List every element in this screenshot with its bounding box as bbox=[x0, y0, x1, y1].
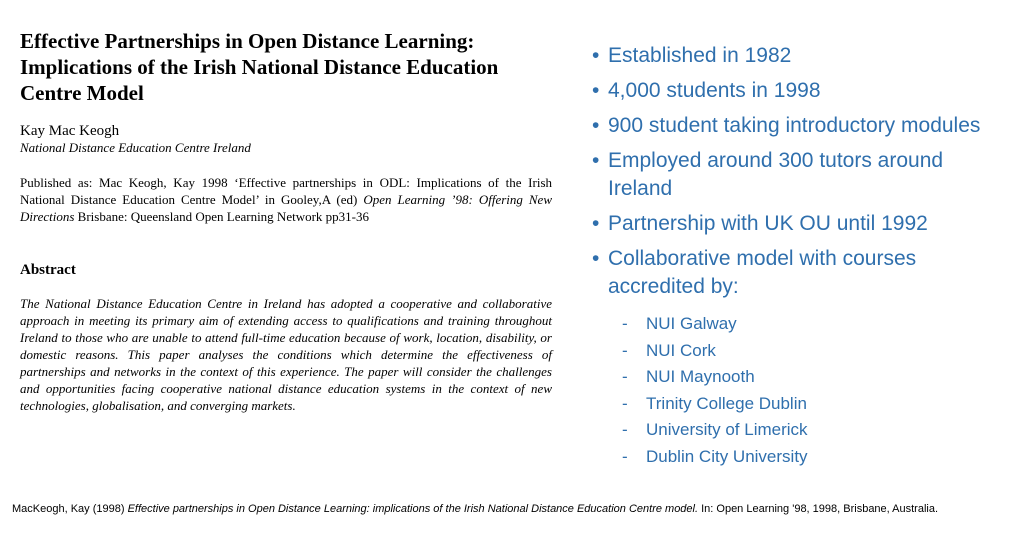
citation-title: Effective partnerships in Open Distance Learning: implications of the Irish National Distance Education Centre model. bbox=[127, 503, 699, 515]
published-book-title: Open Learning ’98: Offering New Directions bbox=[20, 192, 552, 224]
accrediting-body-item: - NUI Cork bbox=[622, 338, 1022, 365]
citation-footer bbox=[12, 503, 938, 515]
paper-excerpt bbox=[20, 28, 552, 414]
author-affiliation: National Distance Education Centre Ireland bbox=[20, 140, 251, 155]
fact-bullet: • 4,000 students in 1998 bbox=[592, 77, 1022, 105]
citation-prefix: MacKeogh, Kay (1998) bbox=[12, 503, 128, 515]
accrediting-body-item: - Trinity College Dublin bbox=[622, 391, 1022, 418]
fact-bullet: • Partnership with UK OU until 1992 bbox=[592, 210, 1022, 238]
fact-bullet: • 900 student taking introductory modules bbox=[592, 112, 1022, 140]
accrediting-bodies-list bbox=[592, 311, 1022, 470]
fact-bullet: • Established in 1982 bbox=[592, 42, 1022, 70]
accrediting-body-item: - Dublin City University bbox=[622, 444, 1022, 471]
published-prefix: Published as: Mac Keogh, Kay 1998 ‘Effective partnerships in ODL: Implications of the Irish National Distance Education Centre Model’ in Gooley,A (ed) bbox=[20, 175, 552, 207]
author-name: Kay Mac Keogh bbox=[20, 123, 120, 139]
paper-title: Effective Partnerships in Open Distance Learning: Implications of the Irish National Distance Education Centre Model bbox=[20, 29, 499, 105]
abstract-text: The National Distance Education Centre in Ireland has adopted a cooperative and collaborative approach in meeting its primary aim of extending access to qualifications and training throughout Ireland to those who are unable to attend full-time education because of work, location, disability, or domestic reasons. This paper analyses the conditions which determine the effectiveness of partnerships and networks in the context of this experience. The paper will consider the challenges and opportunities facing cooperative national distance education systems in the context of new technologies, globalisation, and converging markets. bbox=[20, 296, 552, 413]
published-suffix: Brisbane: Queensland Open Learning Network pp31-36 bbox=[74, 209, 369, 224]
fact-bullet: • Employed around 300 tutors around Ireland bbox=[592, 147, 978, 203]
accrediting-body-item: - NUI Galway bbox=[622, 311, 1022, 338]
accrediting-body-item: - NUI Maynooth bbox=[622, 364, 1022, 391]
abstract-heading: Abstract bbox=[20, 262, 76, 278]
accrediting-body-item: - University of Limerick bbox=[622, 417, 1022, 444]
facts-list bbox=[592, 42, 1022, 470]
fact-bullet: • Collaborative model with courses accredited by: bbox=[592, 245, 958, 301]
citation-suffix: In: Open Learning '98, 1998, Brisbane, Australia. bbox=[698, 503, 939, 515]
published-as-note bbox=[20, 174, 552, 225]
